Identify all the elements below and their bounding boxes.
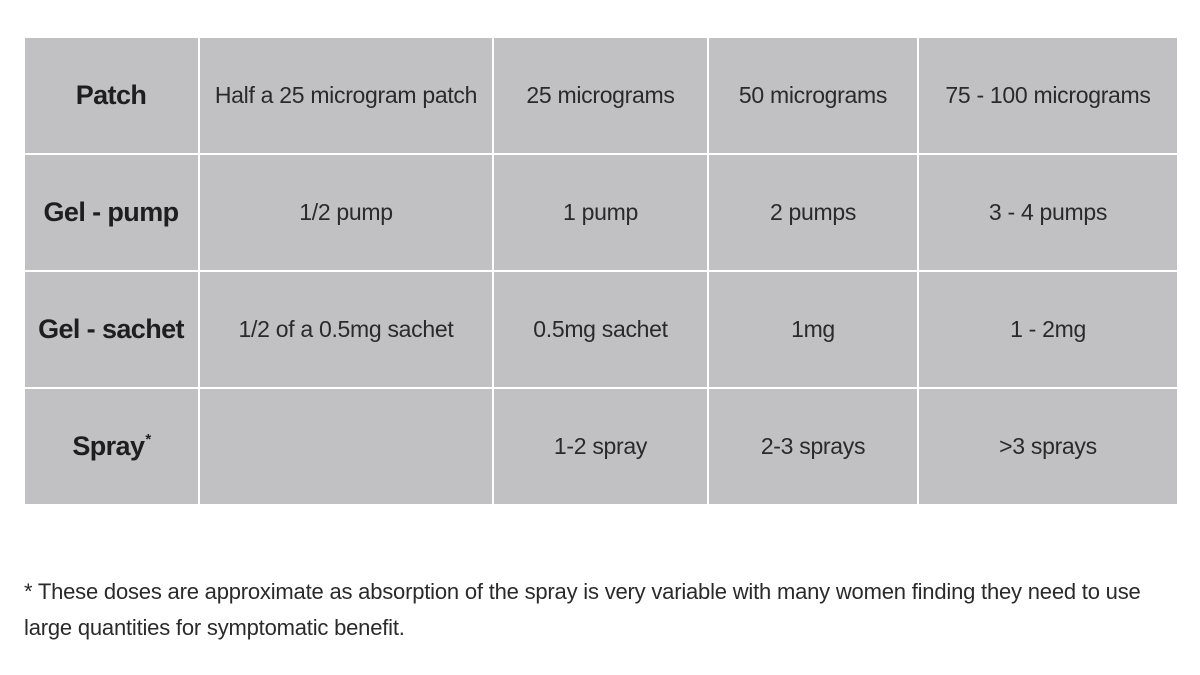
asterisk-marker: *	[145, 431, 151, 448]
table-cell: 2-3 sprays	[708, 388, 918, 504]
table-cell: 50 micrograms	[708, 38, 918, 154]
table-row-patch	[25, 38, 1177, 154]
table-cell: 0.5mg sachet	[493, 271, 708, 388]
dose-table	[25, 38, 1177, 504]
row-header-spray: Spray*	[25, 388, 199, 504]
row-header-gel-sachet: Gel - sachet	[25, 271, 199, 388]
table-cell: 3 - 4 pumps	[918, 154, 1177, 271]
table-cell: >3 sprays	[918, 388, 1177, 504]
table-row-gel-pump	[25, 154, 1177, 271]
row-header-gel-pump: Gel - pump	[25, 154, 199, 271]
table-cell: Half a 25 microgram patch	[199, 38, 493, 154]
table-cell: 75 - 100 micrograms	[918, 38, 1177, 154]
footnote: * These doses are approximate as absorption of the spray is very variable with many women finding they need to use large quantities for symptomatic benefit.	[24, 579, 1141, 640]
table-cell: 1/2 pump	[199, 154, 493, 271]
table-cell: 1 pump	[493, 154, 708, 271]
table-cell: 1/2 of a 0.5mg sachet	[199, 271, 493, 388]
table-cell: 2 pumps	[708, 154, 918, 271]
table-row-gel-sachet	[25, 271, 1177, 388]
table-cell-empty	[199, 388, 493, 504]
table-cell: 1mg	[708, 271, 918, 388]
row-header-patch: Patch	[25, 38, 199, 154]
table-cell: 25 micrograms	[493, 38, 708, 154]
table-cell: 1-2 spray	[493, 388, 708, 504]
table-cell: 1 - 2mg	[918, 271, 1177, 388]
table-row-spray	[25, 388, 1177, 504]
